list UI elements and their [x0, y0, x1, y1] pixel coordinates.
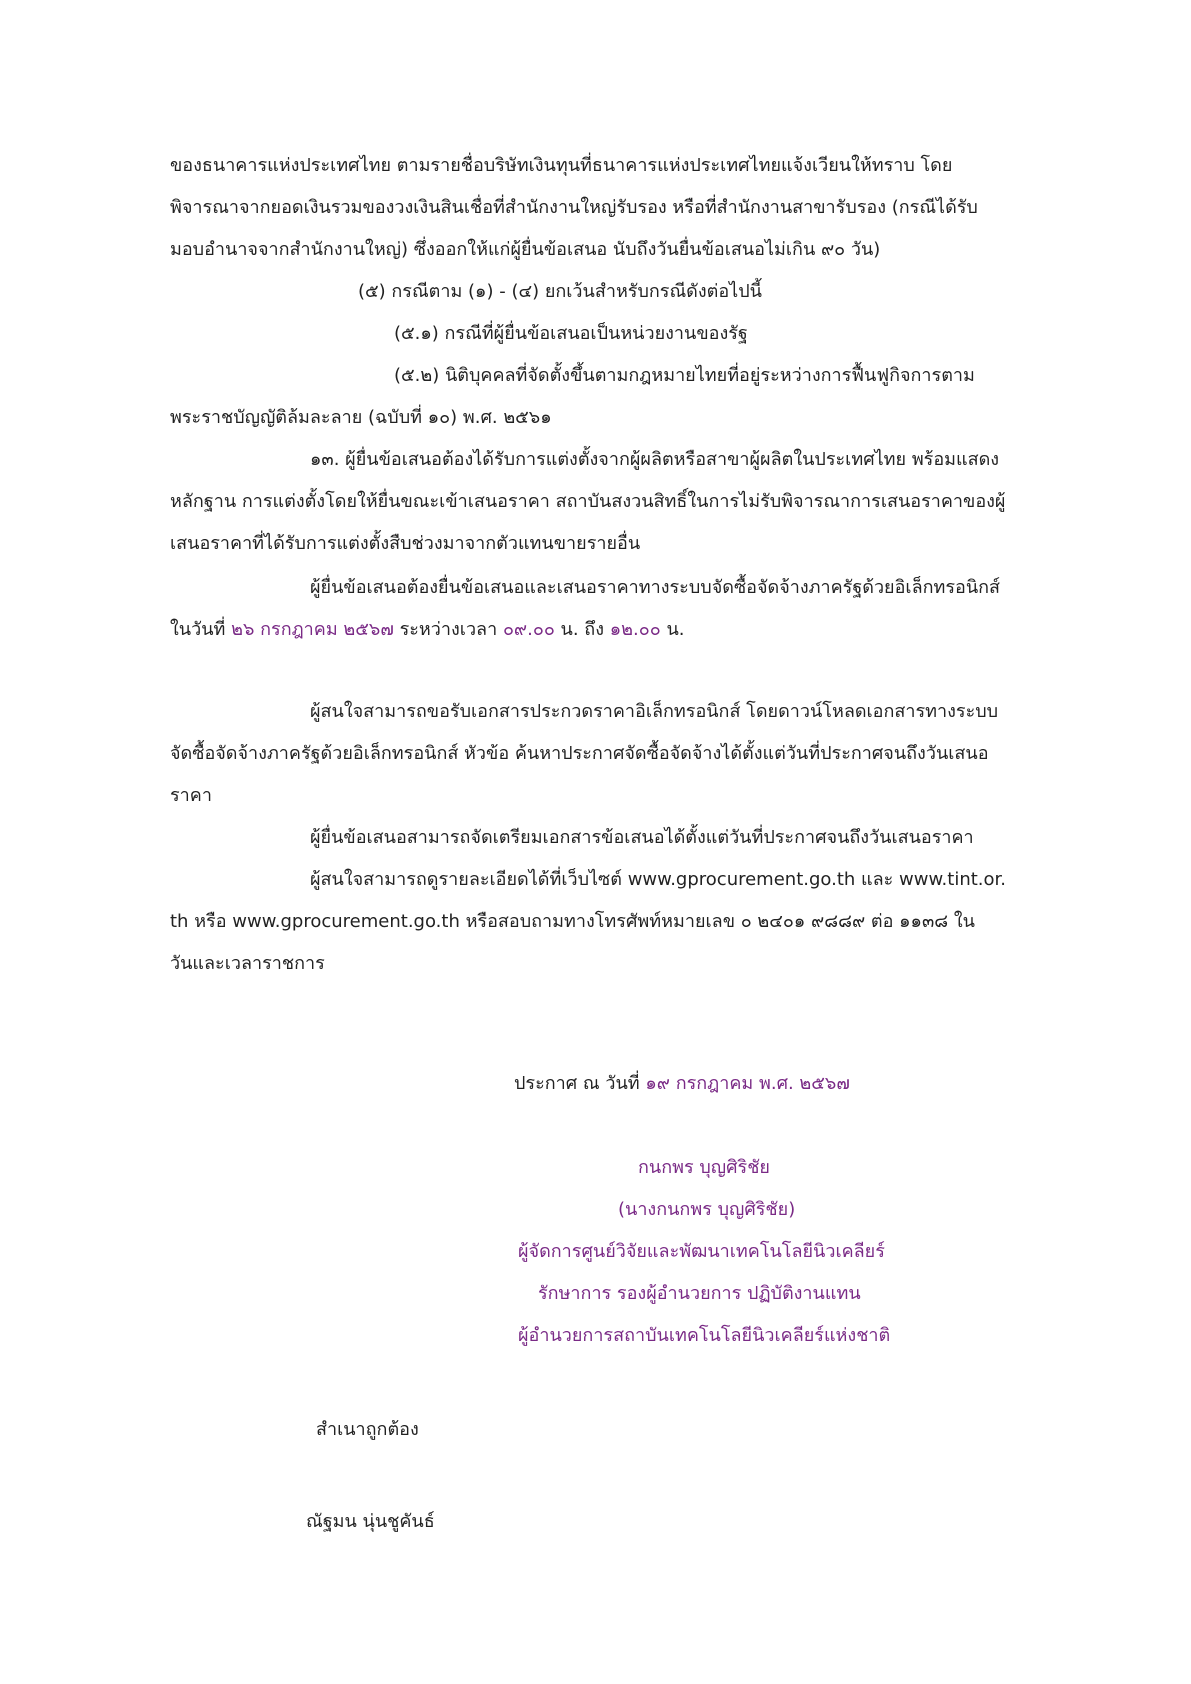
clause-5-2: (๕.๒) นิติบุคคลที่จัดตั้งขึ้นตามกฎหมายไทยที่อยู่ระหว่างการฟื้นฟูกิจการตาม [394, 365, 975, 386]
submission-date: ๒๖ กรกฎาคม ๒๕๖๗ [231, 619, 394, 640]
certified-label: สำเนาถูกต้อง [316, 1419, 419, 1440]
submission-date-line [170, 618, 684, 642]
clause-13-cont-1: หลักฐาน การแต่งตั้งโดยให้ยื่นขณะเข้าเสนอราคา สถาบันสงวนสิทธิ์ในการไม่รับพิจารณาการเสนอราคาของผู้ [170, 491, 1006, 512]
signer-position-2: รักษาการ รองผู้อำนวยการ ปฏิบัติงานแทน [538, 1283, 861, 1304]
clause-13-cont-2: เสนอราคาที่ได้รับการแต่งตั้งสืบช่วงมาจากตัวแทนขายรายอื่น [170, 533, 641, 554]
signer-position-3: ผู้อำนวยการสถาบันเทคโนโลยีนิวเคลียร์แห่งชาติ [518, 1325, 891, 1346]
signer-name: กนกพร บุญศิริชัย [638, 1157, 770, 1178]
clause-5-1: (๕.๑) กรณีที่ผู้ยื่นข้อเสนอเป็นหน่วยงานของรัฐ [394, 323, 748, 344]
download-paragraph: ผู้สนใจสามารถขอรับเอกสารประกวดราคาอิเล็กทรอนิกส์ โดยดาวน์โหลดเอกสารทางระบบ [310, 701, 999, 722]
signer-position-1: ผู้จัดการศูนย์วิจัยและพัฒนาเทคโนโลยีนิวเคลียร์ [518, 1241, 885, 1262]
download-paragraph-cont-1: จัดซื้อจัดจ้างภาครัฐด้วยอิเล็กทรอนิกส์ หัวข้อ ค้นหาประกาศจัดซื้อจัดจ้างได้ตั้งแต่วันที่ประกาศจนถึงวันเสนอ [170, 743, 989, 764]
body-line-1: ของธนาคารแห่งประเทศไทย ตามรายชื่อบริษัทเงินทุนที่ธนาคารแห่งประเทศไทยแจ้งเวียนให้ทราบ โดย [170, 155, 953, 176]
website-paragraph-cont-2: วันและเวลาราชการ [170, 953, 325, 974]
submission-prefix: ในวันที่ [170, 619, 226, 640]
prepare-paragraph: ผู้ยื่นข้อเสนอสามารถจัดเตรียมเอกสารข้อเสนอได้ตั้งแต่วันที่ประกาศจนถึงวันเสนอราคา [310, 827, 974, 848]
submission-unit-2: น. [666, 619, 685, 640]
body-line-2: พิจารณาจากยอดเงินรวมของวงเงินสินเชื่อที่สำนักงานใหญ่รับรอง หรือที่สำนักงานสาขารับรอง (กรณีได้รับ [170, 197, 978, 218]
website-paragraph: ผู้สนใจสามารถดูรายละเอียดได้ที่เว็บไซต์ www.gprocurement.go.th และ www.tint.or. [310, 869, 1006, 890]
certified-name: ณัฐมน นุ่นชูคันธ์ [306, 1511, 435, 1532]
download-paragraph-cont-2: ราคา [170, 785, 212, 806]
submission-between: ระหว่างเวลา [399, 619, 498, 640]
clause-5-2-cont: พระราชบัญญัติล้มละลาย (ฉบับที่ ๑๐) พ.ศ. ๒๕๖๑ [170, 407, 552, 428]
announcement-line [514, 1072, 850, 1096]
website-paragraph-cont-1: th หรือ www.gprocurement.go.th หรือสอบถามทางโทรศัพท์หมายเลข ๐ ๒๔๐๑ ๙๘๘๙ ต่อ ๑๑๓๘ ใน [170, 911, 975, 932]
clause-5: (๕) กรณีตาม (๑) - (๔) ยกเว้นสำหรับกรณีดังต่อไปนี้ [358, 281, 762, 302]
body-line-3: มอบอำนาจจากสำนักงานใหญ่) ซึ่งออกให้แก่ผู้ยื่นข้อเสนอ นับถึงวันยื่นข้อเสนอไม่เกิน ๙๐ วัน) [170, 239, 881, 260]
submission-unit-1: น. ถึง [560, 619, 604, 640]
announcement-prefix: ประกาศ ณ วันที่ [514, 1073, 640, 1094]
submission-paragraph: ผู้ยื่นข้อเสนอต้องยื่นข้อเสนอและเสนอราคาทางระบบจัดซื้อจัดจ้างภาครัฐด้วยอิเล็กทรอนิกส์ [310, 577, 1001, 598]
clause-13: ๑๓. ผู้ยื่นข้อเสนอต้องได้รับการแต่งตั้งจากผู้ผลิตหรือสาขาผู้ผลิตในประเทศไทย พร้อมแสดง [310, 449, 1000, 470]
announcement-date: ๑๙ กรกฎาคม พ.ศ. ๒๕๖๗ [645, 1073, 850, 1094]
signer-full-name: (นางกนกพร บุญศิริชัย) [618, 1199, 796, 1220]
submission-time-start: ๐๙.๐๐ [502, 619, 555, 640]
submission-time-end: ๑๒.๐๐ [609, 619, 661, 640]
